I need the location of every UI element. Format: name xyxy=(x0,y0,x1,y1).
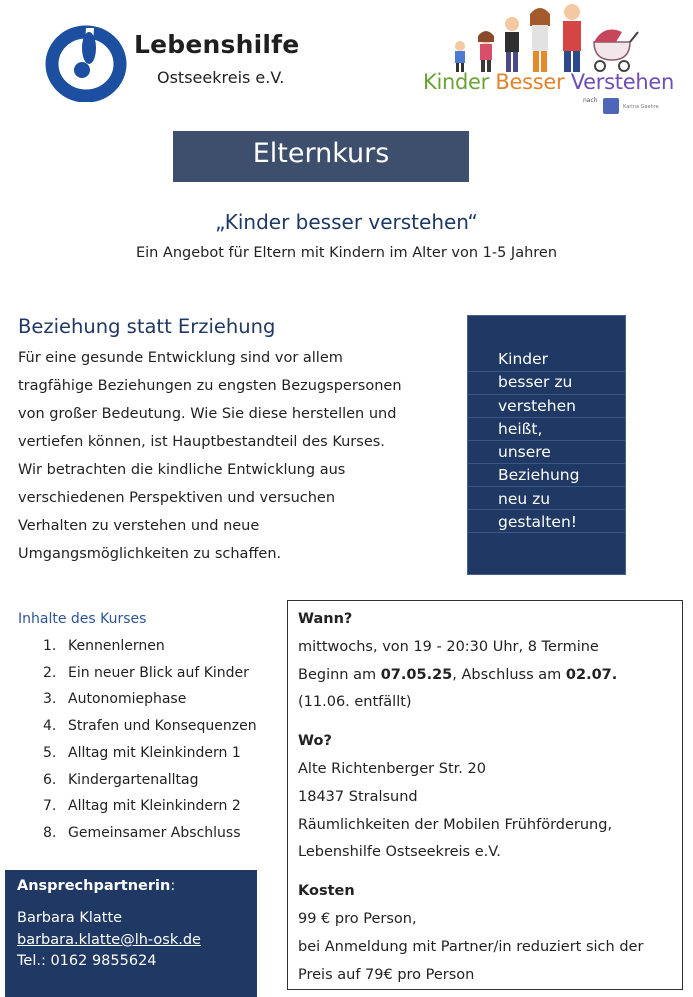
list-item-number: 8. xyxy=(43,824,57,841)
list-item-number: 1. xyxy=(43,638,57,654)
list-item xyxy=(36,740,257,767)
info-box xyxy=(287,600,683,990)
kosten-heading: Kosten xyxy=(298,883,355,900)
quote-line: verstehen xyxy=(498,396,576,415)
contact-phone: Tel.: 0162 9855624 xyxy=(17,953,157,969)
list-item-text: Strafen und Konsequenzen xyxy=(68,718,257,735)
kosten-line: Preis auf 79€ pro Person xyxy=(298,966,475,983)
list-item xyxy=(36,633,257,660)
kbv-author-label: Karina Gaehre xyxy=(623,104,659,110)
list-item-text: Kindergartenalltag xyxy=(68,771,199,788)
beginn-label: Beginn am xyxy=(298,666,381,683)
wo-line: Räumlichkeiten der Mobilen Frühförderung, xyxy=(298,816,613,833)
wo-line: Lebenshilfe Ostseekreis e.V. xyxy=(298,844,501,861)
section-line: von großer Bedeutung. Wie Sie diese herstellen und xyxy=(18,406,397,422)
section-line: verschiedenen Perspektiven und versuchen xyxy=(18,490,336,506)
abschluss-date: 02.07. xyxy=(565,666,618,683)
section-heading: Beziehung statt Erziehung xyxy=(18,315,276,338)
quote-line: Beziehung xyxy=(498,466,580,485)
section-body xyxy=(18,344,438,568)
list-item-text: Gemeinsamer Abschluss xyxy=(68,824,241,841)
quote-line: gestalten! xyxy=(498,513,577,532)
wo-line: 18437 Stralsund xyxy=(298,788,418,805)
kosten-line: bei Anmeldung mit Partner/in reduziert sich der xyxy=(298,938,644,955)
kbv-logo-wordmark xyxy=(423,70,674,94)
list-item-text: Kennenlernen xyxy=(68,638,165,654)
lebenshilfe-logo-icon xyxy=(44,24,128,102)
quote-line: Kinder xyxy=(498,350,549,368)
list-item-number: 5. xyxy=(43,744,57,761)
wann-heading: Wann? xyxy=(298,611,353,627)
inhalte-list xyxy=(36,633,257,847)
kbv-word-verstehen: Verstehen xyxy=(570,70,674,94)
beginn-date: 07.05.25 xyxy=(380,666,453,683)
quote-line: neu zu xyxy=(498,489,551,508)
list-item-number: 2. xyxy=(43,664,57,681)
contact-heading xyxy=(17,878,175,894)
list-item-text: Alltag mit Kleinkindern 1 xyxy=(68,744,241,761)
section-line: vertiefen können, ist Hauptbestandteil des Kurses. xyxy=(18,434,385,450)
contact-heading-text: Ansprechpartnerin xyxy=(17,878,171,894)
list-item-text: Alltag mit Kleinkindern 2 xyxy=(68,798,241,815)
quote-line: besser zu xyxy=(498,373,573,392)
list-item xyxy=(36,767,257,794)
list-item-number: 3. xyxy=(43,691,57,708)
info-content xyxy=(298,606,643,989)
abschluss-label: , Abschluss am xyxy=(452,666,566,683)
list-item-number: 4. xyxy=(43,718,57,735)
list-item xyxy=(36,820,257,847)
hand-badge-icon xyxy=(603,98,619,114)
quote-box xyxy=(467,315,626,575)
section-line: Umgangsmöglichkeiten zu schaffen. xyxy=(18,546,282,562)
section-line: tragfähige Beziehungen zu engsten Bezugspersonen xyxy=(18,378,402,394)
quote-line: unsere xyxy=(498,443,551,462)
kbv-nach-label: nach xyxy=(583,97,598,104)
section-line: Für eine gesunde Entwicklung sind vor allem xyxy=(18,350,343,366)
list-item xyxy=(36,686,257,713)
wo-heading: Wo? xyxy=(298,733,332,750)
contact-email-link[interactable]: barbara.klatte@lh-osk.de xyxy=(17,932,201,948)
org-subtitle: Ostseekreis e.V. xyxy=(157,68,285,87)
list-item xyxy=(36,793,257,820)
list-item-number: 7. xyxy=(43,798,57,815)
family-figures-icon xyxy=(444,2,650,74)
wann-exception: (11.06. entfällt) xyxy=(298,694,412,711)
contact-name: Barbara Klatte xyxy=(17,910,123,926)
kbv-word-kinder: Kinder xyxy=(423,70,489,94)
org-name: Lebenshilfe xyxy=(134,30,300,59)
contact-box xyxy=(5,870,257,997)
page-title: Elternkurs xyxy=(173,131,469,182)
list-item-number: 6. xyxy=(43,771,57,788)
kbv-word-besser: Besser xyxy=(495,70,565,94)
list-item-text: Ein neuer Blick auf Kinder xyxy=(68,664,249,681)
wo-line: Alte Richtenberger Str. 20 xyxy=(298,760,486,777)
course-subtitle: „Kinder besser verstehen“ xyxy=(215,210,478,234)
intro-text: Ein Angebot für Eltern mit Kindern im Alter von 1-5 Jahren xyxy=(135,245,558,261)
kosten-line: 99 € pro Person, xyxy=(298,910,417,927)
list-item-text: Autonomiephase xyxy=(68,691,187,708)
wann-dates xyxy=(298,662,643,690)
list-item xyxy=(36,713,257,740)
contact-heading-colon: : xyxy=(170,878,176,894)
quote-text xyxy=(498,348,579,534)
section-line: Wir betrachten die kindliche Entwicklung aus xyxy=(18,462,346,478)
section-line: Verhalten zu verstehen und neue xyxy=(18,518,260,534)
inhalte-heading: Inhalte des Kurses xyxy=(18,611,147,627)
wann-schedule: mittwochs, von 19 - 20:30 Uhr, 8 Termine xyxy=(298,638,599,655)
quote-line: heißt, xyxy=(498,419,543,438)
list-item xyxy=(36,660,257,687)
